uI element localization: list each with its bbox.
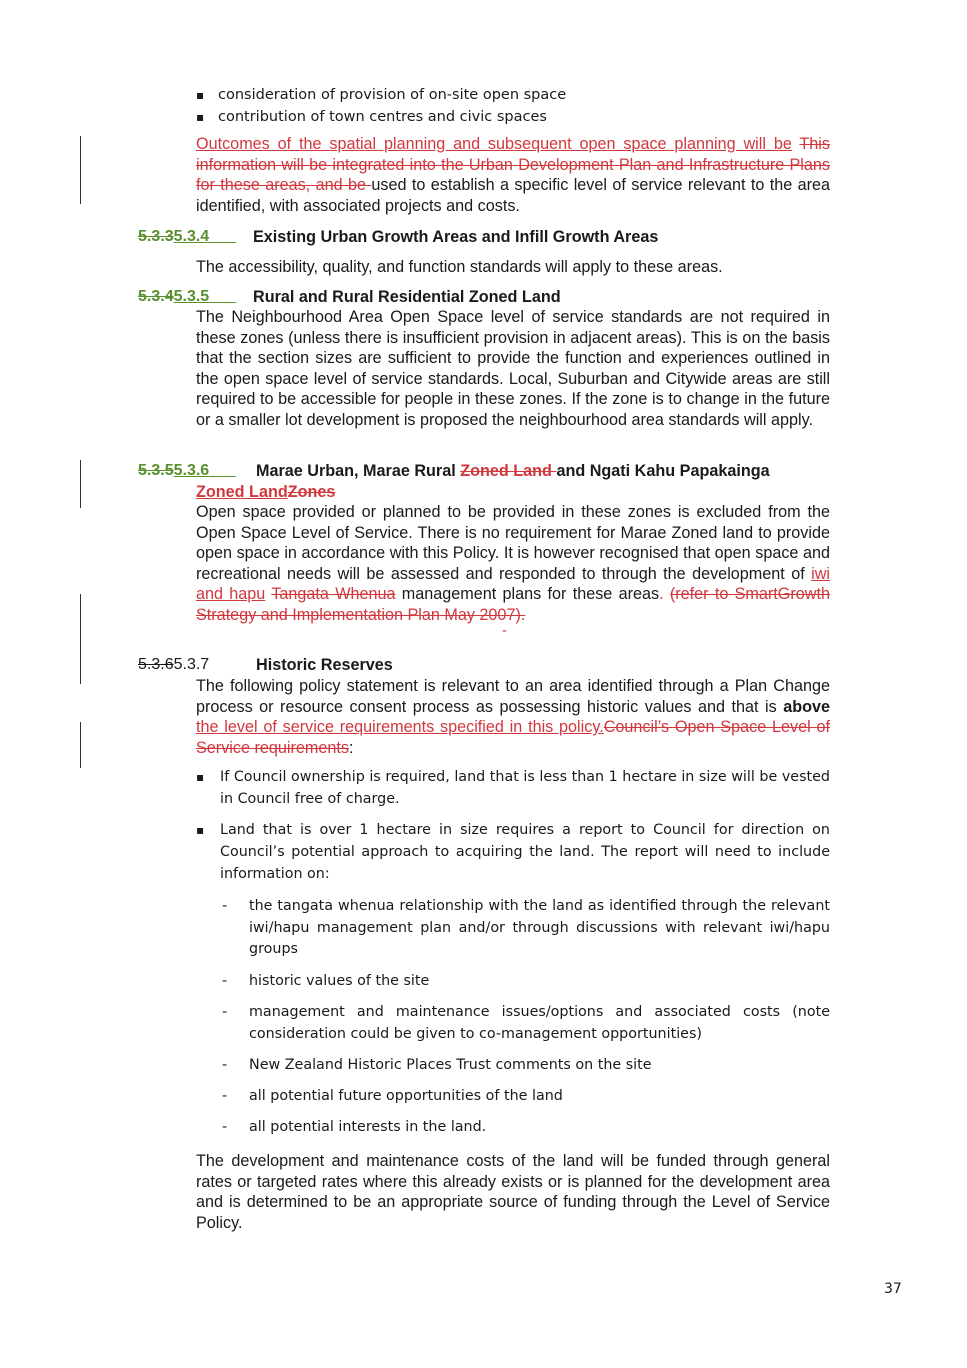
deleted-mark: - xyxy=(502,622,507,639)
inserted-text: Outcomes of the spatial planning and subsequent open space planning will be xyxy=(196,135,792,153)
list-item: - all potential future opportunities of the land xyxy=(220,1086,830,1108)
page-number: 37 xyxy=(884,1281,902,1297)
outcomes-paragraph xyxy=(196,134,830,216)
reserve-bullet-list xyxy=(196,767,830,886)
section-body: The Neighbourhood Area Open Space level of service standards are not required in these zones (unless there is insufficient provision in adjacent areas). This is on the basis that the section sizes are sufficient to provide the function and experiences outlined in the open space level of service standards. Local, Suburban and Citywide areas are still required to be accessible for people in these zones. If the zone is to change in the future or a smaller lot development is proposed the neighbourhood area standards will apply. xyxy=(196,308,830,429)
report-requirements-list xyxy=(220,896,830,1139)
list-item: - all potential interests in the land. xyxy=(220,1117,830,1139)
section-body: The following policy statement is relevant to an area identified through a Plan Change process or resource consent process as possessing historic values and that is above the level of service requirements specified in this policy.Council’s Open Space Level of Service requirements: xyxy=(196,677,830,757)
list-item: ▪ Land that is over 1 hectare in size requires a report to Council for direction on Council’s potential approach to acquiring the land. The report will need to include information on: xyxy=(196,820,830,885)
body-text: used to establish a specific level of service relevant to the area identified, with associated projects and costs. xyxy=(196,176,831,215)
change-bar xyxy=(80,594,81,684)
list-item: - the tangata whenua relationship with the land as identified through the relevant iwi/hapu management plan and/or through discussions with relevant iwi/hapu groups xyxy=(220,896,830,961)
list-item: ▪ contribution of town centres and civic spaces xyxy=(196,107,566,129)
list-item: - historic values of the site xyxy=(220,971,830,993)
change-bar xyxy=(80,460,81,508)
section-body: The accessibility, quality, and function standards will apply to these areas. xyxy=(196,258,723,276)
top-bullet-list xyxy=(196,85,566,128)
closing-paragraph: The development and maintenance costs of the land will be funded through general rates or targeted rates where this already exists or is planned for the development area and is determined to be an appropriate source of funding through the Level of Service Policy. xyxy=(196,1152,830,1232)
change-bar xyxy=(80,722,81,768)
deleted-text: This information will be integrated into the Urban Development Plan and Infrastructure Plans for these areas, and be xyxy=(196,135,830,195)
section-heading: Rural and Rural Residential Zoned Land xyxy=(253,288,561,306)
section-heading: Historic Reserves xyxy=(256,656,393,674)
list-item: - management and maintenance issues/options and associated costs (note consideration could be given to co-management opportunities) xyxy=(220,1002,830,1045)
section-heading-continued: Zoned LandZones xyxy=(196,483,336,501)
section-heading: Existing Urban Growth Areas and Infill Growth Areas xyxy=(253,228,659,246)
section-body: Open space provided or planned to be provided in these zones is excluded from the Open Space Level of Service. There is no requirement for Marae Zoned land to provide open space in accordance with this Policy. It is however recognised that open space and recreational needs will be assessed and responded to through the development of iwi and hapu Tangata Whenua management plans for these areas. (refer to SmartGrowth Strategy and Implementation Plan May 2007). xyxy=(196,503,830,624)
list-item: ▪ consideration of provision of on-site open space xyxy=(196,85,566,107)
list-item: ▪ If Council ownership is required, land that is less than 1 hectare in size will be vested in Council free of charge. xyxy=(196,767,830,810)
section-number: 5.3.55.3.6 xyxy=(138,462,210,479)
section-number: 5.3.65.3.7 xyxy=(138,656,210,673)
list-item: - New Zealand Historic Places Trust comments on the site xyxy=(220,1055,830,1077)
section-number: 5.3.45.3.5 xyxy=(138,288,210,305)
section-heading: Marae Urban, Marae Rural Zoned Land and Ngati Kahu Papakainga xyxy=(256,462,770,480)
change-bar xyxy=(80,136,81,204)
section-number: 5.3.35.3.4 xyxy=(138,228,210,245)
